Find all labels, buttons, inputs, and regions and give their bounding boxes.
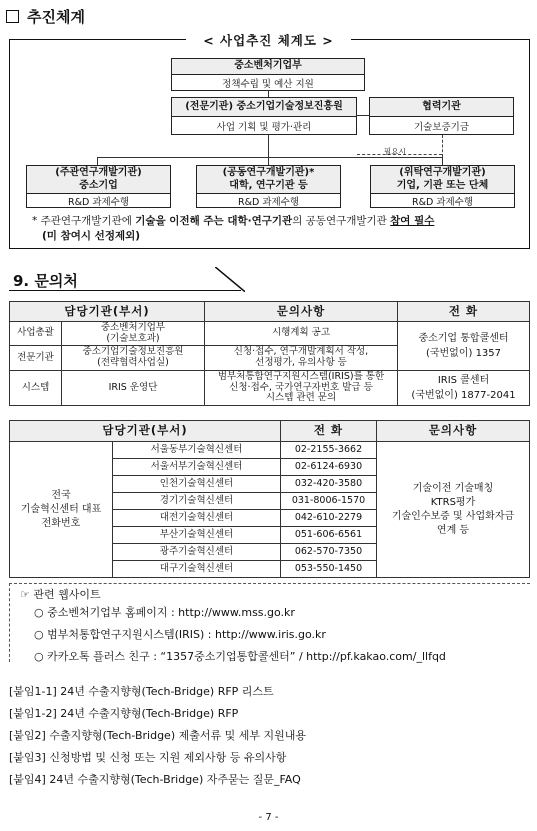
attachment-item: [붙임2] 수출지향형(Tech-Bridge) 제출서류 및 세부 지원내용 <box>9 729 306 742</box>
link-mss[interactable]: ○ 중소벤처기업부 홈페이지 : http://www.mss.go.kr <box>34 606 295 619</box>
node-ministry-sub: 정책수립 및 예산 지원 <box>222 79 314 90</box>
node-ministry-head: 중소벤처기업부 <box>172 59 364 75</box>
node-joint-org <box>196 165 341 208</box>
node-lead-org <box>26 165 171 208</box>
node-partner <box>369 97 514 135</box>
section-title: 9. 문의처 <box>13 272 78 290</box>
section-heading-contacts <box>9 267 241 291</box>
related-websites-heading: ☞ 관련 웹사이트 <box>20 588 101 601</box>
table-row: 인천기술혁신센터 032-420-3580 <box>10 476 530 493</box>
node-consign-org <box>370 165 515 208</box>
attachment-item: [붙임1-2] 24년 수출지향형(Tech-Bridge) RFP <box>9 707 239 720</box>
table-row: 부산기술혁신센터 051-606-6561 <box>10 527 530 544</box>
node-joint-head2: 대학, 연구기관 등 <box>229 179 308 191</box>
node-lead-sub: R&D 과제수행 <box>67 197 130 208</box>
org-chart-title: < 사업추진 체계도 > <box>186 31 351 48</box>
node-consign-head2: 기업, 기관 또는 단체 <box>396 179 489 191</box>
related-websites <box>9 583 530 662</box>
section-heading-structure <box>6 6 85 27</box>
node-agency-sub: 사업 기획 및 평가·관리 <box>216 122 312 133</box>
contact-table: 담당기관(부서) 문의사항 전 화 사업총괄 중소벤처기업부 (기술보호과) 시행계획 공고 중소기업 통합콜센터 (국번없이) 1357 전문기관 중소기업기술정보진흥원 (전략협력사업실) 신청·접수, 연구개발계획서 작성, 선정평가, 유의사항 등 시스템 IRIS 운영단 범부처통합연구지원시스템(IRIS)를 통한 신청·접수, 국가연구자번호 발급 등 시스템 관련 문의 IRIS 콜센터 (국번없이) 1877-2041 <box>9 301 530 406</box>
table-row: 사업총괄 중소벤처기업부 (기술보호과) 시행계획 공고 중소기업 통합콜센터 (국번없이) 1357 <box>10 322 530 346</box>
link-kakao[interactable]: ○ 카카오톡 플러스 친구 : “1357중소기업통합콜센터” / http://pf.kakao.com/_llfqd <box>34 650 446 663</box>
checkbox-square-icon <box>6 10 19 23</box>
node-joint-head1: (공동연구개발기관)* <box>222 167 315 178</box>
node-agency <box>171 97 357 135</box>
table-row: 서울서부기술혁신센터 02-6124-6930 <box>10 459 530 476</box>
attachment-item: [붙임1-1] 24년 수출지향형(Tech-Bridge) RFP 리스트 <box>9 685 274 698</box>
table-row: 광주기술혁신센터 062-570-7350 <box>10 544 530 561</box>
table-row: 전국 기술혁신센터 대표 전화번호 서울동부기술혁신센터 02-2155-3662 기술이전 기술매칭 KTRS평가 기술인수보증 및 사업화자금 연계 등 <box>10 442 530 459</box>
tech-center-table: 담당기관(부서) 전 화 문의사항 전국 기술혁신센터 대표 전화번호 서울동부기술혁신센터 02-2155-3662 기술이전 기술매칭 KTRS평가 기술인수보증 및 사업화자금 연계 등 서울서부기술혁신센터 02-6124-6930 인천기술혁신센터 032-420-3580 경기기술혁신센터 031-8006-1570 대전기술혁신센터 042-610-2279 부산기술혁신센터 051-606-6561 광주기술혁신센터 062-570-7350 대구기술혁신센터 053-550-1450 <box>9 420 530 578</box>
node-lead-head1: (주관연구개발기관) <box>55 167 142 178</box>
table-row: 경기기술혁신센터 031-8006-1570 <box>10 493 530 510</box>
table-row: 시스템 IRIS 운영단 범부처통합연구지원시스템(IRIS)를 통한 신청·접수, 국가연구자번호 발급 등 시스템 관련 문의 IRIS 콜센터 (국번없이) 1877-2041 <box>10 371 530 406</box>
section-title: 추진체계 <box>27 8 85 26</box>
node-consign-head1: (위탁연구개발기관) <box>399 167 486 178</box>
attachment-item: [붙임3] 신청방법 및 신청 또는 지원 제외사항 등 유의사항 <box>9 751 287 764</box>
page-number: - 7 - <box>258 812 279 823</box>
node-joint-sub: R&D 과제수행 <box>237 197 300 208</box>
node-partner-head: 협력기관 <box>370 98 513 117</box>
table-row: 대전기술혁신센터 042-610-2279 <box>10 510 530 527</box>
node-ministry <box>171 58 365 91</box>
node-partner-sub: 기술보증기금 <box>413 122 470 133</box>
node-agency-head: (전문기관) 중소기업기술정보진흥원 <box>172 98 356 117</box>
node-lead-head2: 중소기업 <box>79 179 118 191</box>
needed-label: 필요시 <box>384 147 406 156</box>
link-iris[interactable]: ○ 범부처통합연구지원시스템(IRIS) : http://www.iris.go.kr <box>34 628 326 641</box>
attachment-item: [붙임4] 24년 수출지향형(Tech-Bridge) 자주묻는 질문_FAQ <box>9 773 301 786</box>
node-consign-sub: R&D 과제수행 <box>411 197 474 208</box>
org-note: * 주관연구개발기관에 기술을 이전해 주는 대학·연구기관의 공동연구개발기관 참여 필수 (미 참여시 선정제외) <box>32 215 435 243</box>
table-row: 전문기관 중소기업기술정보진흥원 (전략협력사업실) 신청·접수, 연구개발계획서 작성, 선정평가, 유의사항 등 <box>10 346 530 371</box>
table-row: 대구기술혁신센터 053-550-1450 <box>10 561 530 578</box>
